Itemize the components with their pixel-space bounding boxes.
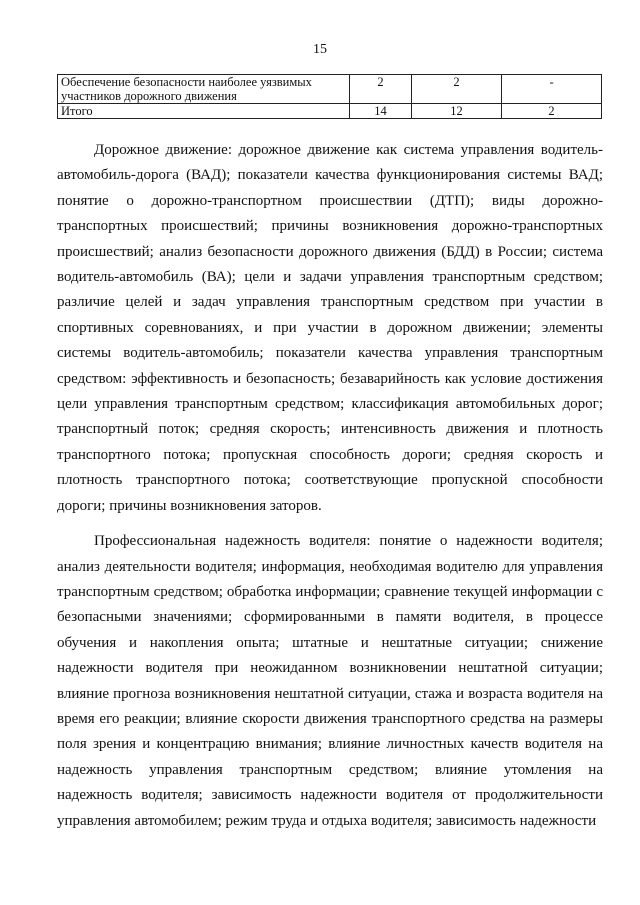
table-cell-value: - <box>502 75 602 104</box>
table-cell-value: 14 <box>350 104 412 119</box>
table-cell-name: Итого <box>58 104 350 119</box>
page-number: 15 <box>313 42 327 57</box>
table-cell-value: 12 <box>412 104 502 119</box>
table-cell-value: 2 <box>412 75 502 104</box>
table-row <box>58 104 602 119</box>
paragraph-driver-reliability: Профессиональная надежность водителя: понятие о надежности водителя; анализ деятельности водителя; информация, необходимая водителю для управления транспортным средством; обработка информации; сравнение текущей информации с безопасными значениями; сформированными в памяти водителя, в процессе обучения и накопления опыта; штатные и нештатные ситуации; снижение надежности водителя при неожиданном возникновении нештатной ситуации; влияние прогноза возникновения нештатной ситуации, стажа и возраста водителя на время его реакции; влияние скорости движения транспортного средства на размеры поля зрения и концентрацию внимания; влияние личностных качеств водителя на надежность управления транспортным средством; влияние утомления на надежность водителя; зависимость надежности водителя от продолжительности управления автомобилем; режим труда и отдыха водителя; зависимость надежности <box>57 533 603 829</box>
table-row <box>58 75 602 104</box>
table-cell-value: 2 <box>502 104 602 119</box>
body-text <box>57 138 603 844</box>
hours-table <box>57 74 602 119</box>
paragraph-road-traffic: Дорожное движение: дорожное движение как система управления водитель-автомобиль-дорога (ВАД); показатели качества функционирования системы ВАД; понятие о дорожно-транспортном происшествии (ДТП); виды дорожно-транспортных происшествий; причины возникновения дорожно-транспортных происшествий; анализ безопасности дорожного движения (БДД) в России; система водитель-автомобиль (ВА); цели и задачи управления транспортным средством; различие целей и задач управления транспортным средством при участии в спортивных соревнованиях, и при участии в дорожном движении; элементы системы водитель-автомобиль; показатели качества управления транспортным средством: эффективность и безопасность; безаварийность как условие достижения цели управления транспортным средством; классификация автомобильных дорог; транспортный поток; средняя скорость; интенсивность движения и плотность транспортного потока; пропускная способность дороги; средняя скорость и плотность транспортного потока; соответствующие пропускной способности дороги; причины возникновения заторов. <box>57 142 603 514</box>
table-cell-name: Обеспечение безопасности наиболее уязвимых участников дорожного движения <box>58 75 350 104</box>
table-cell-value: 2 <box>350 75 412 104</box>
